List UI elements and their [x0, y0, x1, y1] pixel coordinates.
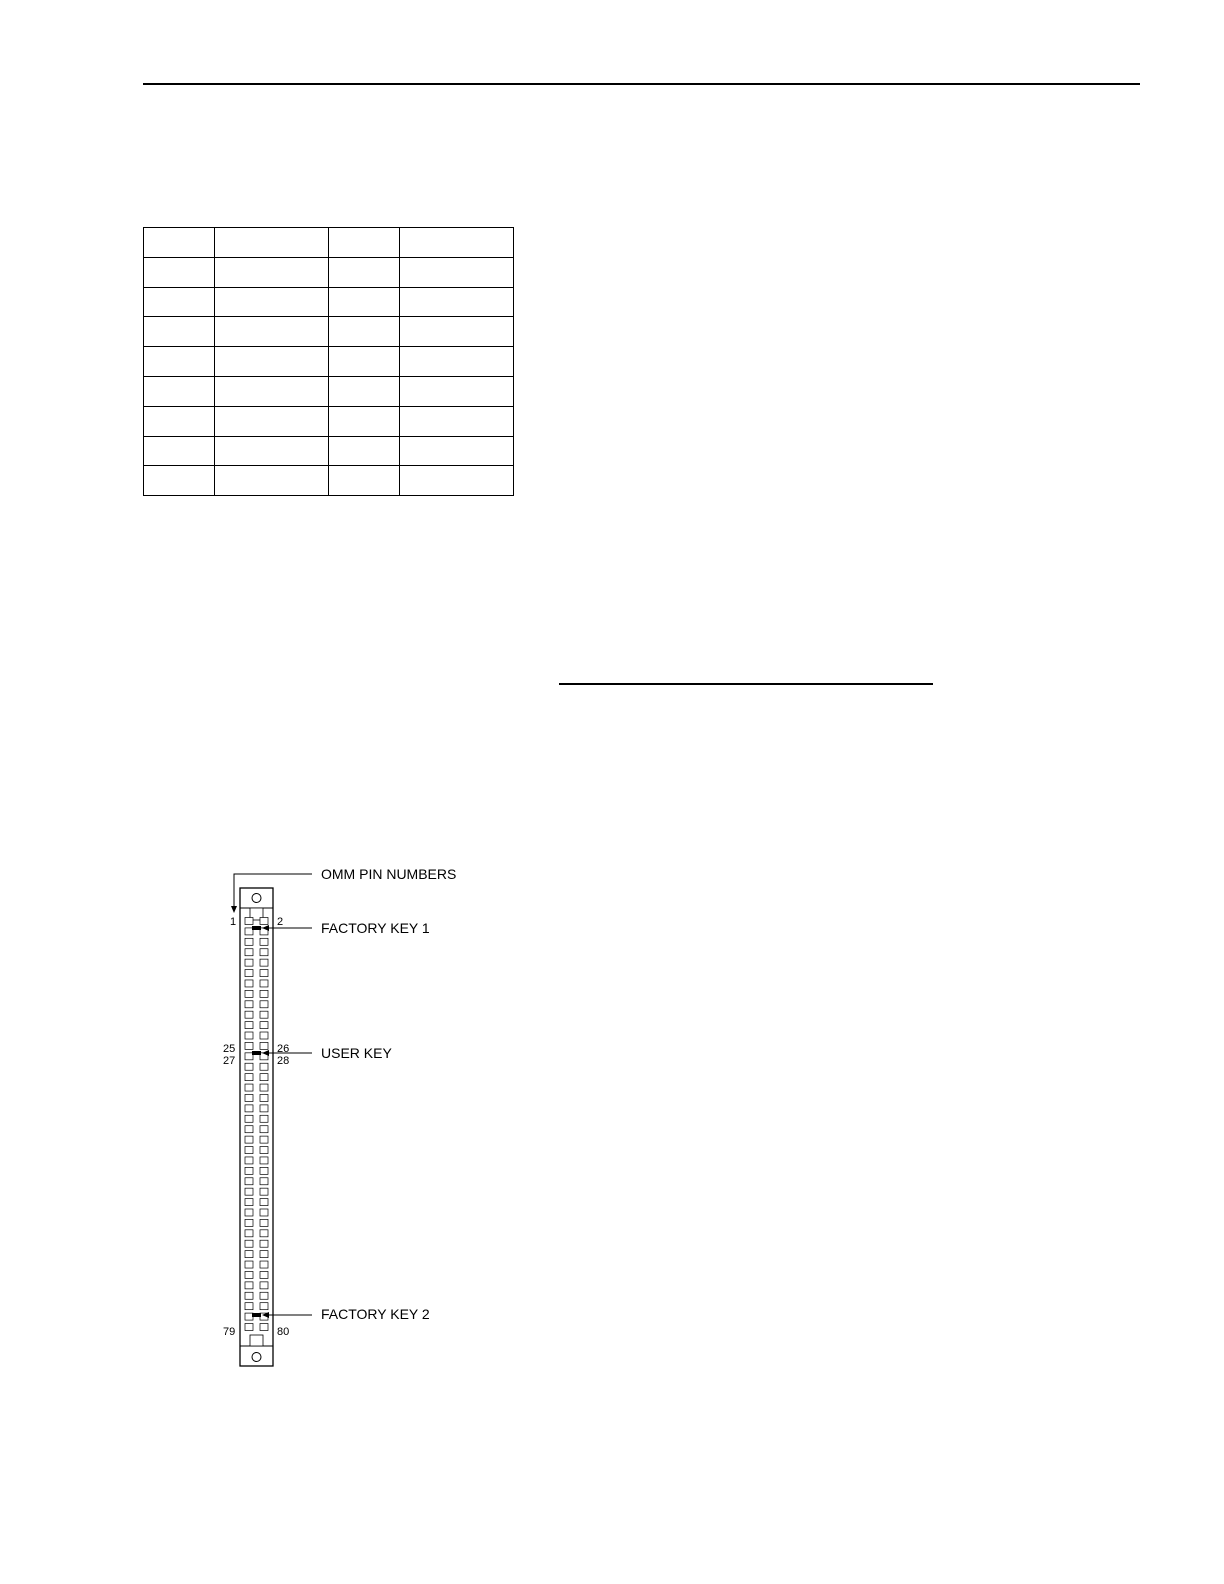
pin-contact-right	[260, 959, 268, 966]
pin-contact-left	[245, 918, 253, 925]
pin-contact-right	[260, 1261, 268, 1268]
pin-contact-left	[245, 1209, 253, 1216]
pin-contact-left	[245, 1136, 253, 1143]
pin-contact-left	[245, 1167, 253, 1174]
user-key-marker	[252, 1051, 261, 1055]
table-cell	[329, 287, 400, 317]
pin-contact-right	[260, 1188, 268, 1195]
table-row	[144, 376, 514, 406]
pin-contact-left	[245, 1126, 253, 1133]
table-cell	[329, 466, 400, 496]
pin-contact-right	[260, 1136, 268, 1143]
table-cell	[400, 287, 514, 317]
pin-number-80: 80	[277, 1326, 290, 1338]
pin-contact-right	[260, 980, 268, 987]
pin-contact-left	[245, 1271, 253, 1278]
pin-number-79: 79	[223, 1326, 236, 1338]
table-cell	[144, 228, 215, 258]
pin-contact-left	[245, 980, 253, 987]
pin-contact-right	[260, 1042, 268, 1049]
pin-contact-left	[245, 1022, 253, 1029]
pin-contact-right	[260, 1032, 268, 1039]
pin-contact-right	[260, 990, 268, 997]
table-cell	[144, 287, 215, 317]
table-cell	[400, 466, 514, 496]
table-cell	[215, 257, 329, 287]
table-cell	[144, 347, 215, 377]
table-cell	[215, 436, 329, 466]
table-cell	[215, 287, 329, 317]
table-cell	[144, 436, 215, 466]
table-cell	[144, 466, 215, 496]
pin-contact-left	[245, 1178, 253, 1185]
table-cell	[400, 317, 514, 347]
pin-number-2: 2	[277, 916, 284, 928]
pin-contact-right	[260, 1199, 268, 1206]
pin-assignment-table	[143, 227, 514, 496]
pin-contact-right	[260, 1167, 268, 1174]
pin-contact-right	[260, 949, 268, 956]
pin-contact-right	[260, 1251, 268, 1258]
factory-key-1-marker	[252, 926, 261, 930]
pin-contact-left	[245, 1282, 253, 1289]
pin-contact-left	[245, 1251, 253, 1258]
table-cell	[400, 347, 514, 377]
pin-contact-right	[260, 1094, 268, 1101]
pin-contact-left	[245, 1053, 253, 1060]
pin-contact-right	[260, 1063, 268, 1070]
pin-contact-left	[245, 1188, 253, 1195]
table-cell	[144, 376, 215, 406]
pin-contact-right	[260, 1011, 268, 1018]
section-rule	[559, 683, 933, 685]
pin-contact-right	[260, 1292, 268, 1299]
table-cell	[215, 317, 329, 347]
pin-contact-left	[245, 1105, 253, 1112]
table-cell	[215, 347, 329, 377]
table-row	[144, 436, 514, 466]
pin-contact-right	[260, 1074, 268, 1081]
table-row	[144, 287, 514, 317]
pin-contact-left	[245, 1063, 253, 1070]
table-cell	[144, 257, 215, 287]
table-cell	[329, 376, 400, 406]
table-cell	[215, 228, 329, 258]
pin-contact-right	[260, 1209, 268, 1216]
pin-contact-left	[245, 1240, 253, 1247]
pin-contact-left	[245, 1042, 253, 1049]
header-rule	[143, 83, 1140, 85]
factory-key-2-marker	[252, 1313, 261, 1317]
pin-contact-left	[245, 1303, 253, 1310]
pin-contact-right	[260, 1001, 268, 1008]
pin-contact-right	[260, 918, 268, 925]
table-cell	[329, 317, 400, 347]
pin-contact-right	[260, 1105, 268, 1112]
pin-number-1: 1	[230, 916, 237, 928]
pin-number-27: 27	[223, 1055, 236, 1067]
table-cell	[215, 466, 329, 496]
table-cell	[215, 406, 329, 436]
pin-contact-right	[260, 1240, 268, 1247]
table-cell	[400, 228, 514, 258]
pin-contact-right	[260, 1230, 268, 1237]
pin-contact-right	[260, 1303, 268, 1310]
mounting-hole-bottom	[252, 1353, 261, 1362]
pin-contact-left	[245, 938, 253, 945]
pin-contact-right	[260, 1157, 268, 1164]
pin-contact-left	[245, 1074, 253, 1081]
connector-diagram	[200, 855, 500, 1375]
pin-contact-left	[245, 1230, 253, 1237]
pin-contact-right	[260, 1324, 268, 1331]
pin-contact-left	[245, 949, 253, 956]
table-cell	[400, 257, 514, 287]
pin-contact-left	[245, 1199, 253, 1206]
polarization-notch-bottom	[250, 1335, 263, 1346]
pin-contact-right	[260, 1126, 268, 1133]
omm-pin-numbers-label: OMM PIN NUMBERS	[321, 866, 457, 882]
pin-contact-left	[245, 970, 253, 977]
pin-contact-left	[245, 1219, 253, 1226]
table-cell	[400, 376, 514, 406]
pin-number-26: 26	[277, 1043, 290, 1055]
pin-contact-left	[245, 1115, 253, 1122]
pin-contact-left	[245, 1292, 253, 1299]
table-cell	[400, 436, 514, 466]
pin-contact-left	[245, 1011, 253, 1018]
table-row	[144, 466, 514, 496]
pin-contact-left	[245, 1032, 253, 1039]
pin-contact-right	[260, 1282, 268, 1289]
pin-contact-left	[245, 1324, 253, 1331]
table-cell	[329, 436, 400, 466]
pin-contact-right	[260, 1084, 268, 1091]
pin-contact-right	[260, 938, 268, 945]
pin-contact-right	[260, 1178, 268, 1185]
pin-contact-right	[260, 1022, 268, 1029]
table-cell	[144, 406, 215, 436]
pin-contact-right	[260, 1147, 268, 1154]
pin-contact-left	[245, 1084, 253, 1091]
table-cell	[329, 406, 400, 436]
pin-contact-left	[245, 928, 253, 935]
pin-contact-right	[260, 1115, 268, 1122]
table-row	[144, 406, 514, 436]
table-cell	[144, 317, 215, 347]
factory-key-1-label: FACTORY KEY 1	[321, 920, 430, 936]
pin-contact-left	[245, 1261, 253, 1268]
factory-key-2-label: FACTORY KEY 2	[321, 1306, 430, 1322]
pin-contact-left	[245, 1313, 253, 1320]
omm-arrow-head	[231, 906, 237, 913]
pin-number-25: 25	[223, 1043, 236, 1055]
user-key-label: USER KEY	[321, 1045, 392, 1061]
pin-contact-left	[245, 1001, 253, 1008]
pin-contact-right	[260, 1219, 268, 1226]
table-row	[144, 228, 514, 258]
table-row	[144, 257, 514, 287]
table-row	[144, 347, 514, 377]
table-row	[144, 317, 514, 347]
pin-contact-left	[245, 1094, 253, 1101]
pin-number-28: 28	[277, 1055, 290, 1067]
pin-contact-left	[245, 1157, 253, 1164]
table-cell	[329, 228, 400, 258]
mounting-hole-top	[252, 894, 261, 903]
pin-contact-left	[245, 990, 253, 997]
pin-contact-right	[260, 1271, 268, 1278]
table-cell	[329, 257, 400, 287]
table-cell	[329, 347, 400, 377]
table-cell	[400, 406, 514, 436]
pin-contact-left	[245, 1147, 253, 1154]
pin-contact-right	[260, 970, 268, 977]
table-cell	[215, 376, 329, 406]
pin-contact-left	[245, 959, 253, 966]
